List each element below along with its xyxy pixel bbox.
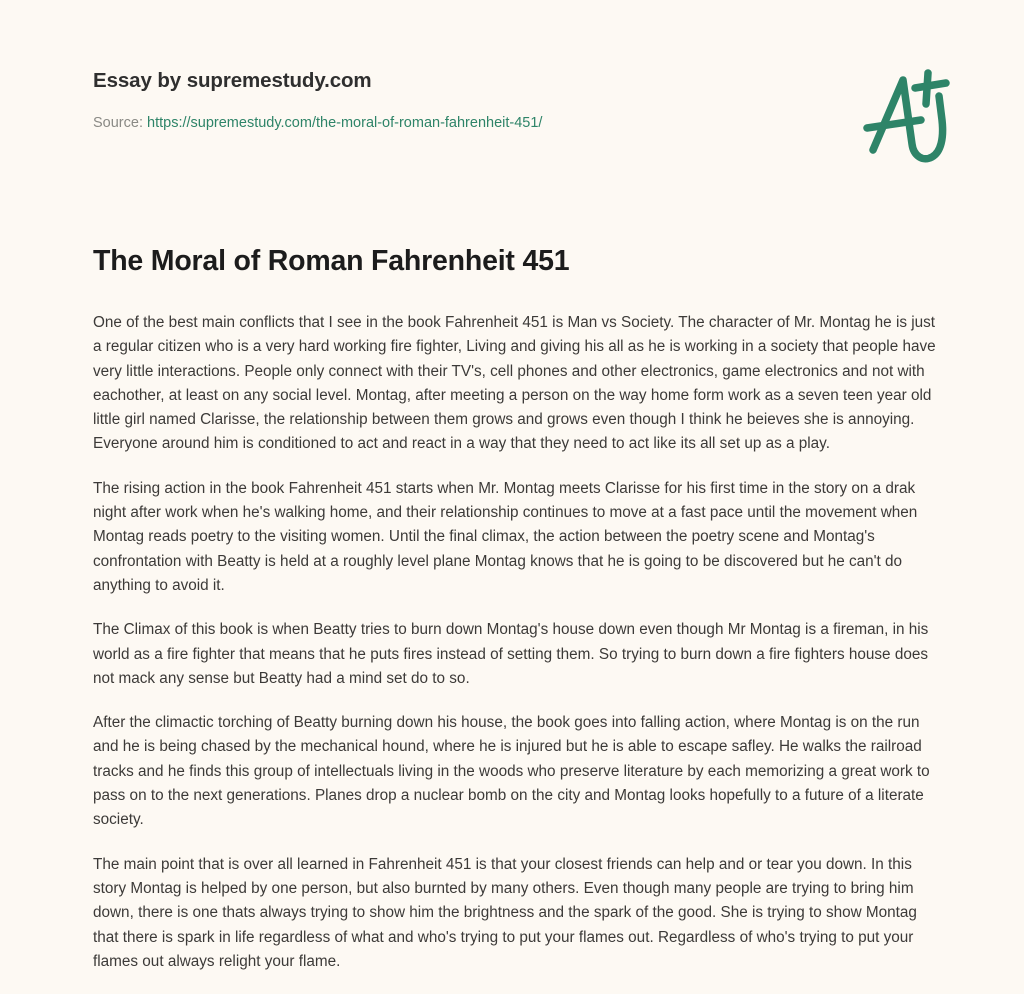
document-header [93, 68, 944, 188]
source-label: Source: [93, 115, 143, 131]
source-line [93, 113, 944, 133]
essay-paragraph: The rising action in the book Fahrenheit 451 starts when Mr. Montag meets Clarisse for his first time in the story on a drak night after work when he's walking home, and their relationship continues to move at a fast pace until the movement when Montag reads poetry to the visiting women. Until the final climax, the action between the poetry scene and Montag's confrontation with Beatty is held at a roughly level plane Montag knows that he is going to be discovered but he can't do anything to avoid it. [93, 479, 918, 594]
brand-byline: Essay by supremestudy.com [93, 69, 372, 92]
essay-body [93, 311, 936, 974]
essay-paragraph: The main point that is over all learned in Fahrenheit 451 is that your closest friends can help and or tear you down. In this story Montag is helped by one person, but also burnted by many others. Even though many people are trying to bring him down, there is one thats always trying to show him the brightness and the spark of the good. She is trying to show Montag that there is spark in life regardless of what and who's trying to put your flames out. Regardless of who's trying to put your flames out always relight your flame. [93, 855, 917, 970]
essay-paragraph: The Climax of this book is when Beatty tries to burn down Montag's house down even though Mr Montag is a fireman, in his world as a fire fighter that means that he puts fires instead of setting them. So trying to burn down a fire fighters house does not mack any sense but Beatty had a mind set do to so. [93, 621, 929, 687]
essay-paragraph: After the climactic torching of Beatty burning down his house, the book goes into falling action, where Montag is on the run and he is being chased by the mechanical hound, where he is injured but he is able to escape safley. He walks the railroad tracks and he finds this group of intellectuals living in the woods who preserve literature by each memorizing a great work to pass on to the next generations. Planes drop a nuclear bomb on the city and Montag looks hopefully to a future of a literate society. [93, 714, 930, 829]
essay-paragraph: One of the best main conflicts that I see in the book Fahrenheit 451 is Man vs Society. The character of Mr. Montag he is just a regular citizen who is a very hard working fire fighter, Living and giving his all as he is working in a society that people have very little interactions. People only connect with their TV's, cell phones and other electronics, game electronics and not with eachother, at least on any social level. Montag, after meeting a person on the way home form work as a seven teen year old little girl named Clarisse, the relationship between them grows and grows even though I think he beieves she is annoying. Everyone around him is conditioned to act and react in a way that they need to act like its all set up as a play. [93, 314, 936, 453]
a-plus-logo [849, 58, 969, 178]
a-plus-logo-icon [849, 58, 969, 178]
source-url-link[interactable]: https://supremestudy.com/the-moral-of-roman-fahrenheit-451/ [147, 115, 543, 131]
page-title: The Moral of Roman Fahrenheit 451 [93, 245, 570, 277]
